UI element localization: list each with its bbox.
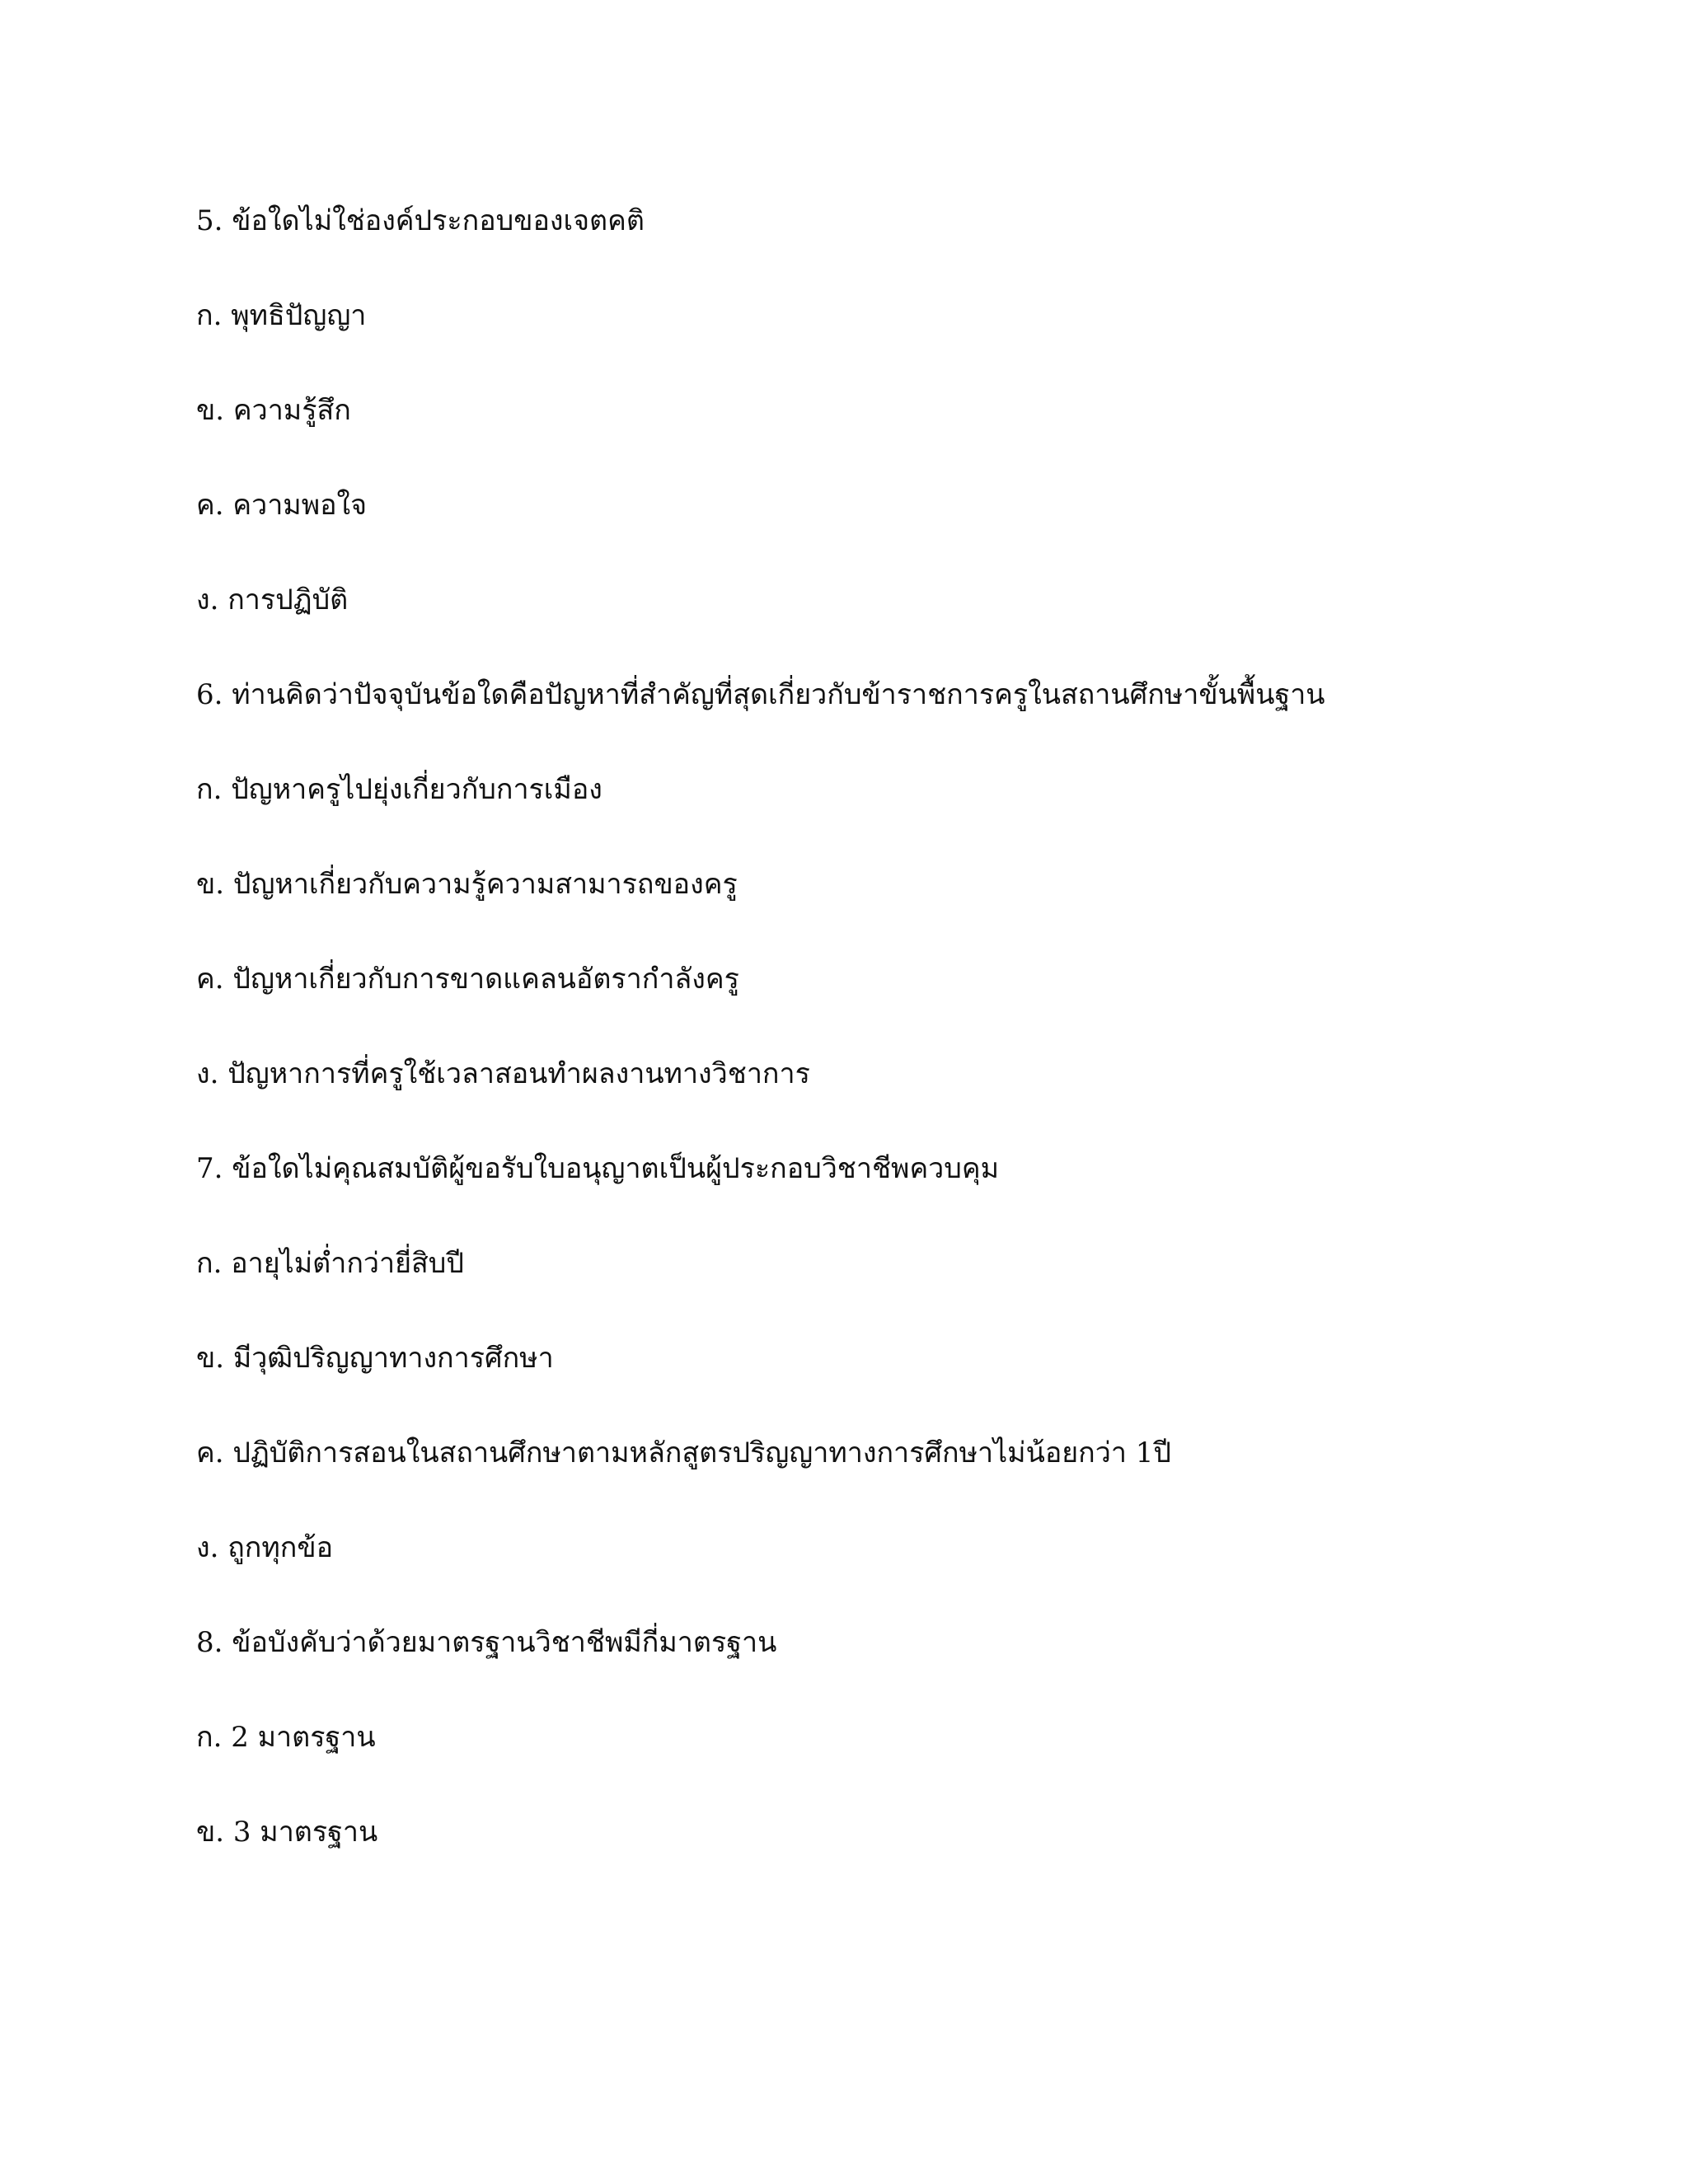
question-5-option-d: ง. การปฏิบัติ xyxy=(196,583,349,616)
question-8-option-b: ข. 3 มาตรฐาน xyxy=(196,1816,378,1849)
question-6-option-d: ง. ปัญหาการที่ครูใช้เวลาสอนทำผลงานทางวิชาการ xyxy=(196,1057,810,1090)
question-5-option-a: ก. พุทธิปัญญา xyxy=(196,299,367,332)
question-6-option-a: ก. ปัญหาครูไปยุ่งเกี่ยวกับการเมือง xyxy=(196,773,603,806)
question-7-stem: 7. ข้อใดไม่คุณสมบัติผู้ขอรับใบอนุญาตเป็นผู้ประกอบวิชาชีพควบคุม xyxy=(196,1152,1000,1185)
question-5-stem: 5. ข้อใดไม่ใช่องค์ประกอบของเจตคติ xyxy=(196,204,645,237)
question-7-option-b: ข. มีวุฒิปริญญาทางการศึกษา xyxy=(196,1342,554,1375)
question-6-stem: 6. ท่านคิดว่าปัจจุบันข้อใดคือปัญหาที่สำคัญที่สุดเกี่ยวกับข้าราชการครูในสถานศึกษาขั้นพื้นฐาน xyxy=(196,678,1325,711)
question-7-option-d: ง. ถูกทุกข้อ xyxy=(196,1531,334,1564)
question-8-option-a: ก. 2 มาตรฐาน xyxy=(196,1721,376,1754)
question-6-option-c: ค. ปัญหาเกี่ยวกับการขาดแคลนอัตรากำลังครู xyxy=(196,963,739,996)
question-5-option-b: ข. ความรู้สึก xyxy=(196,394,351,427)
question-6-option-b: ข. ปัญหาเกี่ยวกับความรู้ความสามารถของครู xyxy=(196,868,738,901)
question-7-option-a: ก. อายุไม่ต่ำกว่ายี่สิบปี xyxy=(196,1247,464,1280)
question-7-option-c: ค. ปฏิบัติการสอนในสถานศึกษาตามหลักสูตรปริญญาทางการศึกษาไม่น้อยกว่า 1ปี xyxy=(196,1436,1171,1469)
question-8-stem: 8. ข้อบังคับว่าด้วยมาตรฐานวิชาชีพมีกี่มาตรฐาน xyxy=(196,1626,777,1659)
question-5-option-c: ค. ความพอใจ xyxy=(196,489,368,522)
